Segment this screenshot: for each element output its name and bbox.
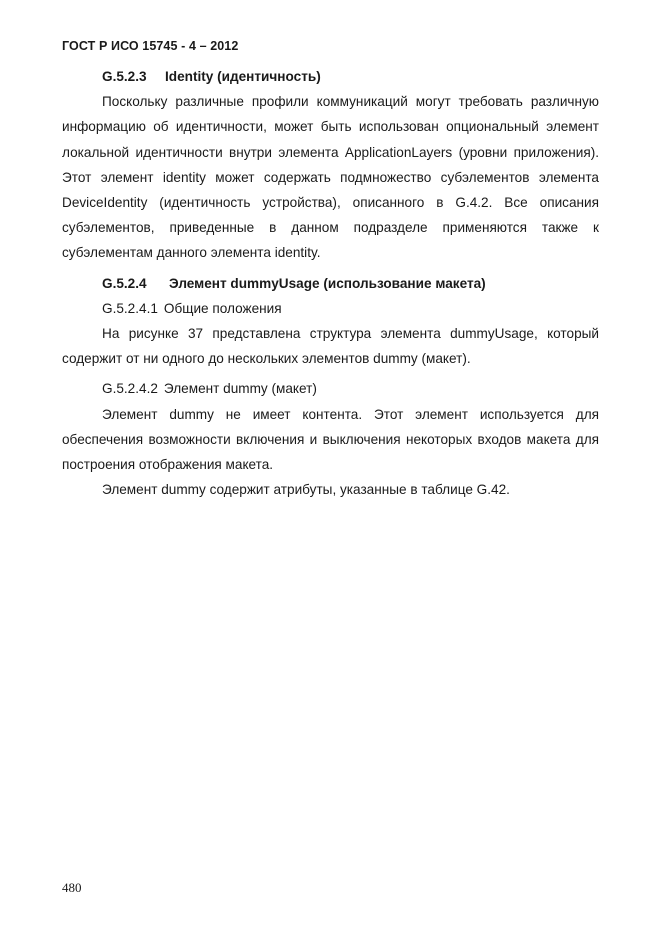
subsection-title: Элемент dummy (макет) <box>163 381 317 397</box>
subsection-number: G.5.2.4.1 <box>102 300 158 316</box>
document-header: ГОСТ Р ИСО 15745 - 4 – 2012 <box>62 39 239 53</box>
subsection-heading-g5241 <box>62 296 599 321</box>
section-number: G.5.2.3 <box>102 69 147 84</box>
paragraph-dummyusage: На рисунке 37 представлена структура элемента dummyUsage, который содержит от ни одного до нескольких элементов dummy (макет). <box>62 326 599 367</box>
section-title: Identity (идентичность) <box>165 69 321 84</box>
section-number: G.5.2.4 <box>102 275 147 291</box>
subsection-heading-g5242 <box>62 376 599 401</box>
section-heading-g523 <box>62 64 599 89</box>
paragraph-dummy-attributes: Элемент dummy содержит атрибуты, указанные в таблице G.42. <box>102 482 510 498</box>
document-body <box>62 64 599 502</box>
section-heading-g524 <box>62 271 599 296</box>
subsection-title: Общие положения <box>163 300 282 316</box>
subsection-number: G.5.2.4.2 <box>102 381 158 397</box>
paragraph-dummy-description: Элемент dummy не имеет контента. Этот элемент используется для обеспечения возможности включения и выключения некоторых входов макета для построения отображения макета. <box>62 406 599 473</box>
paragraph-identity: Поскольку различные профили коммуникаций могут требовать различную информацию об идентичности, может быть использован опциональный элемент локальной идентичности внутри элемента ApplicationLayers (уровни приложения). Этот элемент identity может содержать подмножество субэлементов элемента DeviceIdentity (идентичность устройства), описанного в G.4.2. Все описания субэлементов, приведенные в данном подразделе применяются также к субэлементам данного элемента identity. <box>62 94 599 261</box>
section-title: Элемент dummyUsage (использование макета) <box>169 275 486 291</box>
page-number: 480 <box>62 880 82 895</box>
